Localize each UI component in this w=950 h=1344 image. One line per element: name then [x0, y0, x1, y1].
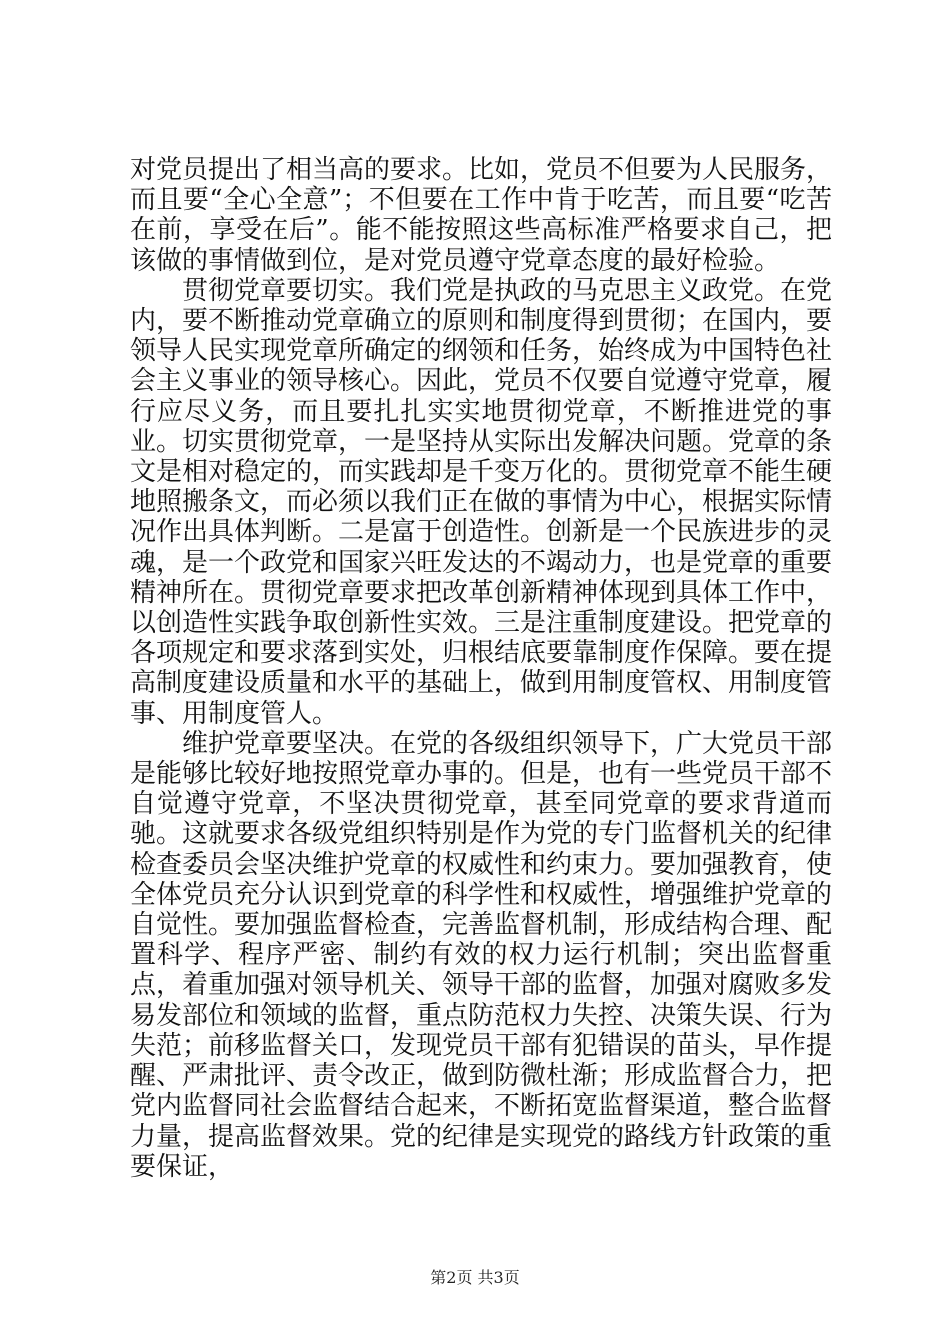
paragraph-1: 对党员提出了相当高的要求。比如，党员不但要为人民服务，而且要“全心全意”；不但要在工作中肯于吃苦，而且要“吃苦在前，享受在后”。能不能按照这些高标准严格要求自己，把该做的事情做到位，是对党员遵守党章态度的最好检验。 — [130, 155, 833, 276]
paragraph-3: 维护党章要坚决。在党的各级组织领导下，广大党员干部是能够比较好地按照党章办事的。但是，也有一些党员干部不自觉遵守党章，不坚决贯彻党章，甚至同党章的要求背道而驰。这就要求各级党组织特别是作为党的专门监督机关的纪律检查委员会坚决维护党章的权威性和约束力。要加强教育，使全体党员充分认识到党章的科学性和权威性，增强维护党章的自觉性。要加强监督检查，完善监督机制，形成结构合理、配置科学、程序严密、制约有效的权力运行机制；突出监督重点，着重加强对领导机关、领导干部的监督，加强对腐败多发易发部位和领域的监督，重点防范权力失控、决策失误、行为失范；前移监督关口，发现党员干部有犯错误的苗头，早作提醒、严肃批评、责令改正，做到防微杜渐；形成监督合力，把党内监督同社会监督结合起来，不断拓宽监督渠道，整合监督力量，提高监督效果。党的纪律是实现党的路线方针政策的重要保证， — [130, 728, 833, 1182]
paragraph-2: 贯彻党章要切实。我们党是执政的马克思主义政党。在党内，要不断推动党章确立的原则和制度得到贯彻；在国内，要领导人民实现党章所确定的纲领和任务，始终成为中国特色社会主义事业的领导核心。因此，党员不仅要自觉遵守党章，履行应尽义务，而且要扎扎实实地贯彻党章，不断推进党的事业。切实贯彻党章，一是坚持从实际出发解决问题。党章的条文是相对稳定的，而实践却是千变万化的。贯彻党章不能生硬地照搬条文，而必须以我们正在做的事情为中心，根据实际情况作出具体判断。二是富于创造性。创新是一个民族进步的灵魂，是一个政党和国家兴旺发达的不竭动力，也是党章的重要精神所在。贯彻党章要求把改革创新精神体现到具体工作中，以创造性实践争取创新性实效。三是注重制度建设。把党章的各项规定和要求落到实处，归根结底要靠制度作保障。要在提高制度建设质量和水平的基础上，做到用制度管权、用制度管事、用制度管人。 — [130, 275, 833, 729]
page-number-footer: 第2页 共3页 — [430, 1268, 520, 1287]
document-body — [130, 155, 832, 1182]
